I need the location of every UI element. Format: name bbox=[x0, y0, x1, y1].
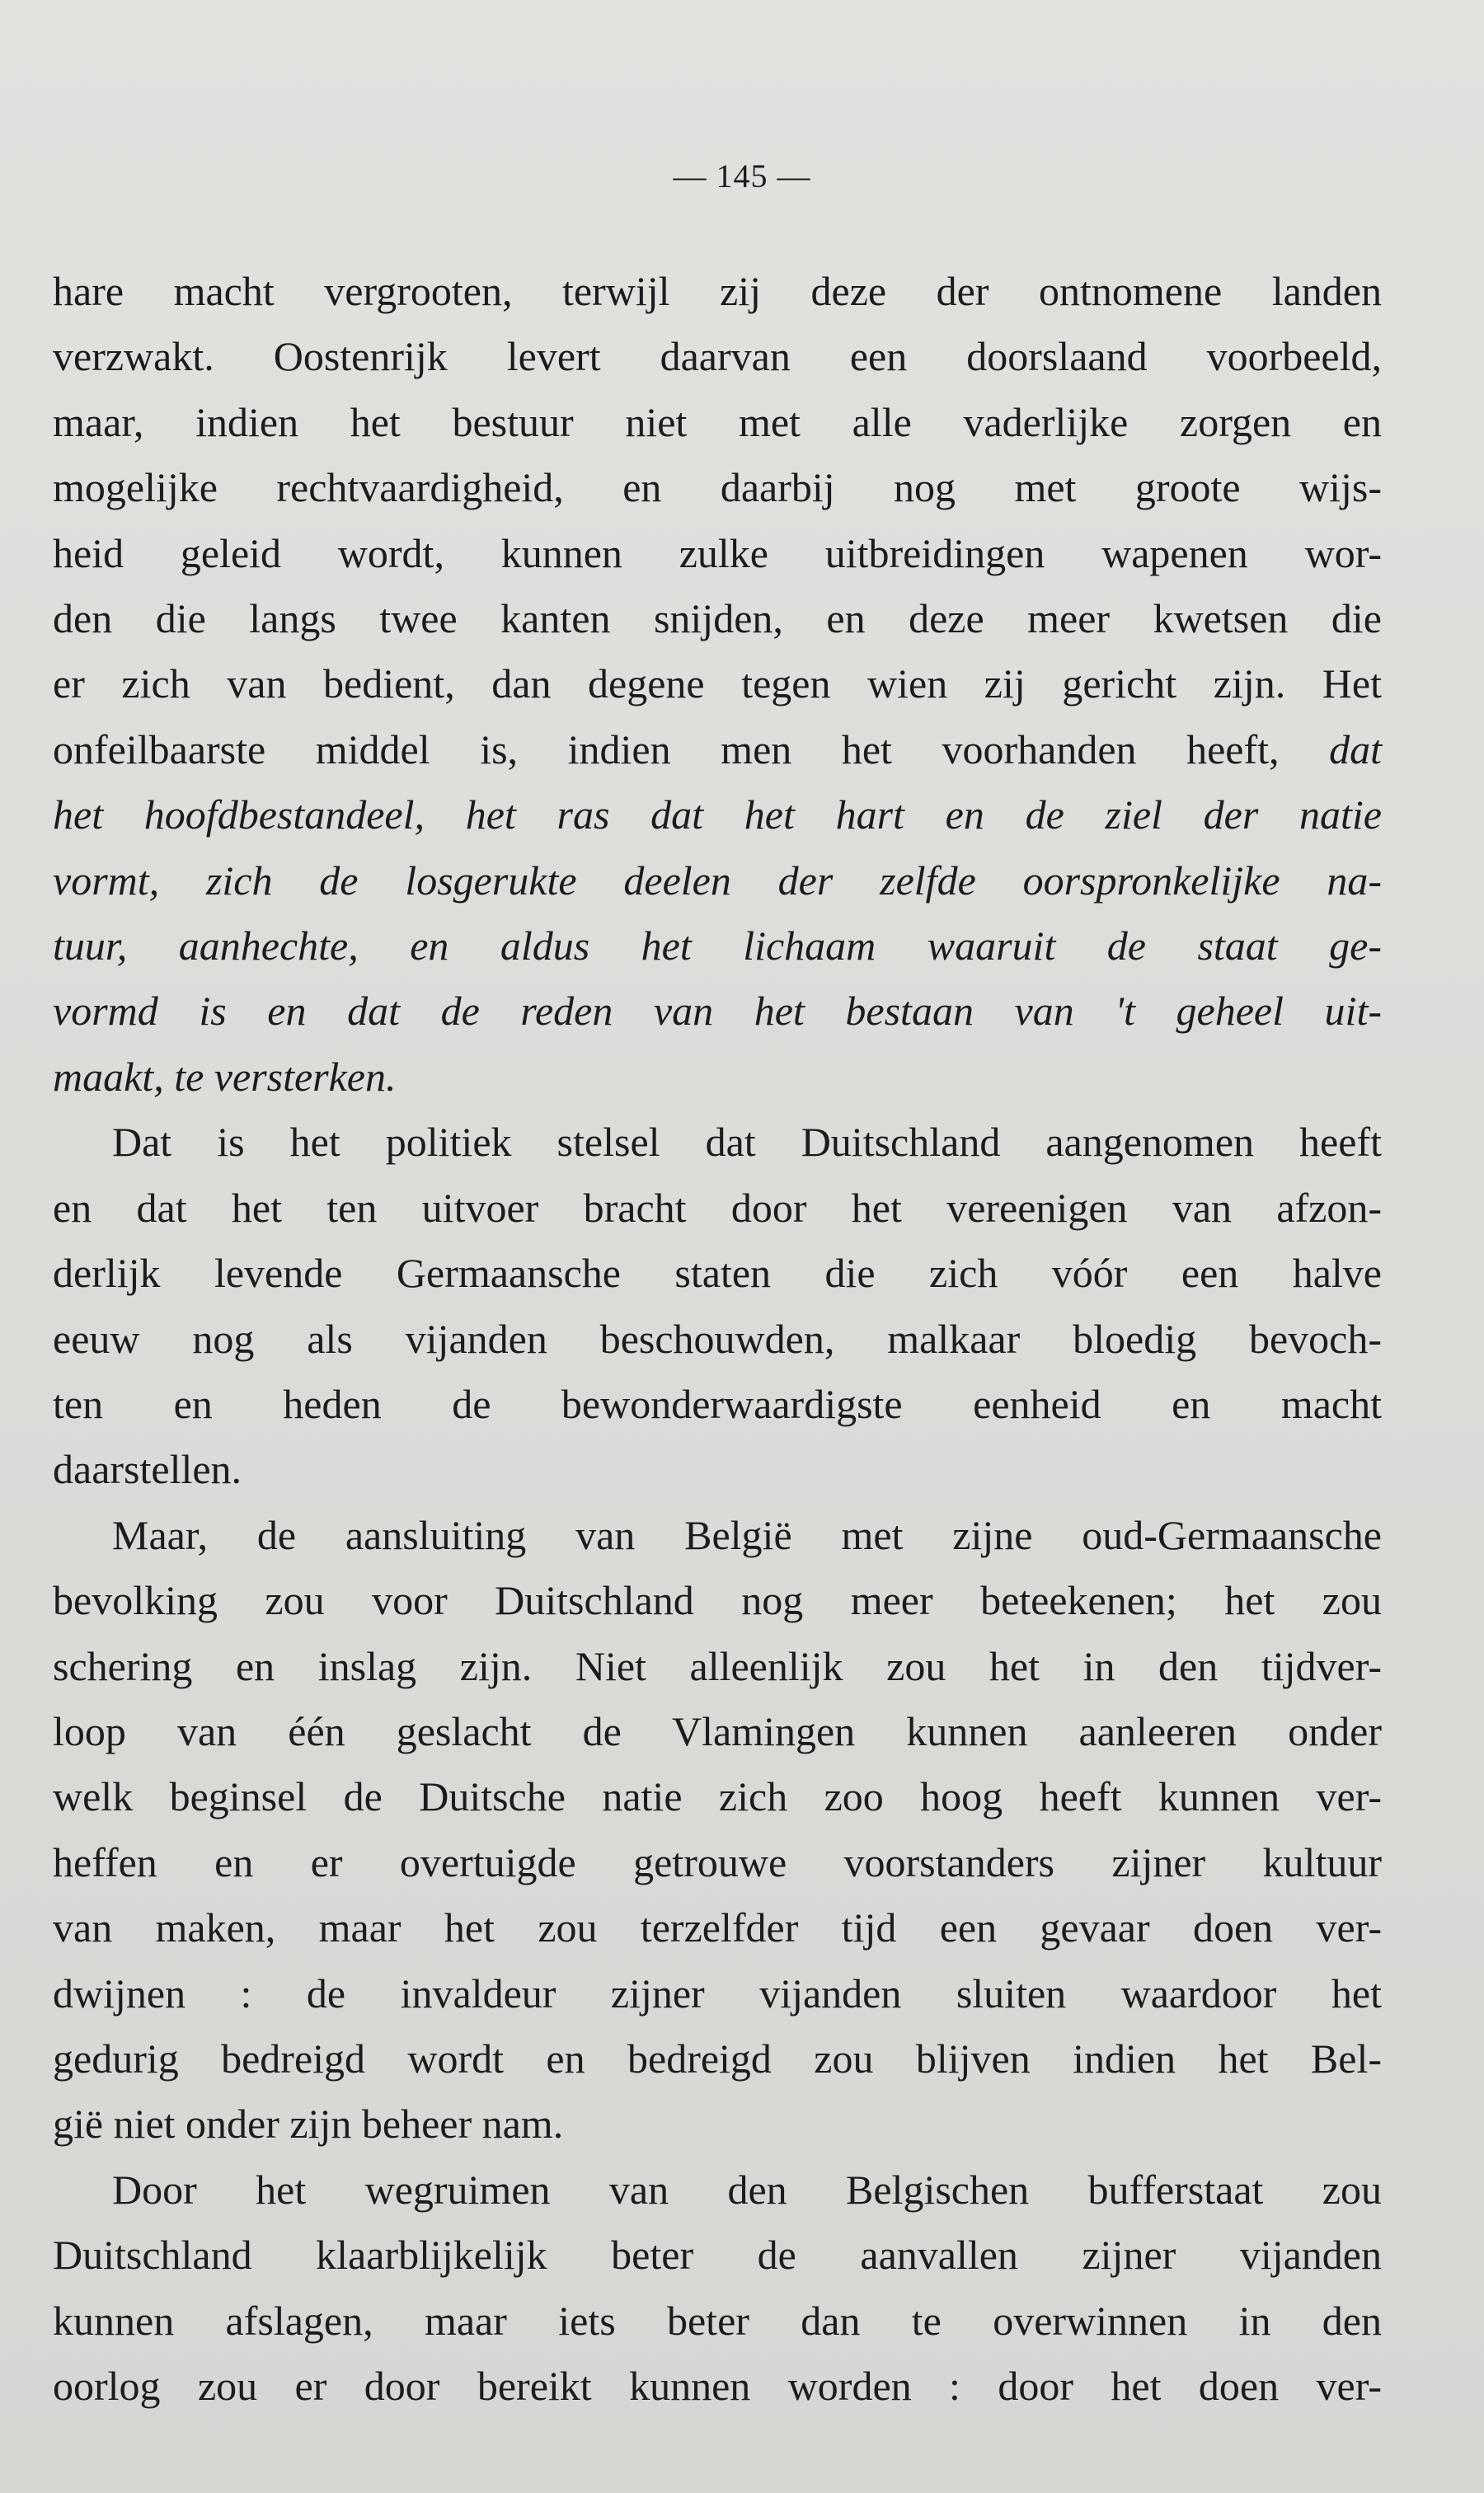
text-line: dwijnen : de invaldeur zijner vijanden sluiten waardoor het bbox=[53, 1970, 1382, 2016]
text-line: maar, indien het bestuur niet met alle vaderlijke zorgen en bbox=[53, 398, 1382, 445]
text-line: gië niet onder zijn beheer nam. bbox=[53, 2101, 564, 2148]
text-line: den die langs twee kanten snijden, en deze meer kwetsen die bbox=[53, 595, 1382, 642]
text-line: Duitschland klaarblijkelijk beter de aanvallen zijner vijanden bbox=[53, 2232, 1382, 2279]
page-number: — 145 — bbox=[673, 157, 811, 195]
text-segment: onfeilbaarste middel is, indien men het voorhanden heeft, bbox=[53, 725, 1280, 772]
text-line: loop van één geslacht de Vlamingen kunnen aanleeren onder bbox=[53, 1707, 1382, 1754]
text-line: Dat is het politiek stelsel dat Duitschland aangenomen heeft bbox=[112, 1119, 1382, 1166]
text-line: bevolking zou voor Duitschland nog meer beteekenen; het zou bbox=[53, 1577, 1382, 1624]
text-line: kunnen afslagen, maar iets beter dan te overwinnen in den bbox=[53, 2297, 1382, 2344]
text-line: Door het wegruimen van den Belgischen bufferstaat zou bbox=[112, 2166, 1382, 2213]
text-line: ten en heden de bewonderwaardigste eenheid en macht bbox=[53, 1380, 1382, 1427]
text-line: heid geleid wordt, kunnen zulke uitbreidingen wapenen wor- bbox=[53, 529, 1382, 576]
italic-text-line: tuur, aanhechte, en aldus het lichaam waaruit de staat ge- bbox=[53, 923, 1382, 970]
italic-text-line: vormt, zich de losgerukte deelen der zelfde oorspronkelijke na- bbox=[53, 857, 1382, 904]
text-line: schering en inslag zijn. Niet alleenlijk zou het in den tijdver- bbox=[53, 1642, 1382, 1689]
italic-segment: dat bbox=[1329, 725, 1383, 772]
paragraph-1 bbox=[53, 259, 1382, 1110]
text-line: eeuw nog als vijanden beschouwden, malkaar bloedig bevoch- bbox=[53, 1315, 1382, 1362]
body-text bbox=[53, 259, 1382, 2419]
paragraph-4 bbox=[53, 2157, 1382, 2420]
italic-text-line: vormd is en dat de reden van het bestaan van 't geheel uit- bbox=[53, 988, 1382, 1035]
text-line: er zich van bedient, dan degene tegen wien zij gericht zijn. Het bbox=[53, 660, 1382, 707]
text-line: heffen en er overtuigde getrouwe voorstanders zijner kultuur bbox=[53, 1838, 1382, 1885]
paragraph-2 bbox=[53, 1110, 1382, 1502]
text-line: gedurig bedreigd wordt en bedreigd zou blijven indien het Bel- bbox=[53, 2035, 1382, 2082]
text-line: van maken, maar het zou terzelfder tijd een gevaar doen ver- bbox=[53, 1904, 1382, 1951]
text-line: oorlog zou er door bereikt kunnen worden : door het doen ver- bbox=[53, 2363, 1382, 2409]
text-line: welk beginsel de Duitsche natie zich zoo hoog heeft kunnen ver- bbox=[53, 1773, 1382, 1820]
text-line: derlijk levende Germaansche staten die zich vóór een halve bbox=[53, 1250, 1382, 1297]
text-line: verzwakt. Oostenrijk levert daarvan een doorslaand voorbeeld, bbox=[53, 333, 1382, 380]
italic-text-line: het hoofdbestandeel, het ras dat het hart en de ziel der natie bbox=[53, 791, 1382, 838]
text-line: daarstellen. bbox=[53, 1446, 242, 1493]
text-line: mogelijke rechtvaardigheid, en daarbij nog met groote wijs- bbox=[53, 464, 1382, 511]
text-line-mixed bbox=[53, 717, 1382, 782]
paragraph-3 bbox=[53, 1503, 1382, 2157]
text-line: hare macht vergrooten, terwijl zij deze der ontnomene landen bbox=[53, 268, 1382, 314]
italic-text-line: maakt, te versterken. bbox=[53, 1053, 397, 1100]
text-line: en dat het ten uitvoer bracht door het vereenigen van afzon- bbox=[53, 1184, 1382, 1231]
text-line: Maar, de aansluiting van België met zijne oud-Germaansche bbox=[112, 1511, 1382, 1558]
